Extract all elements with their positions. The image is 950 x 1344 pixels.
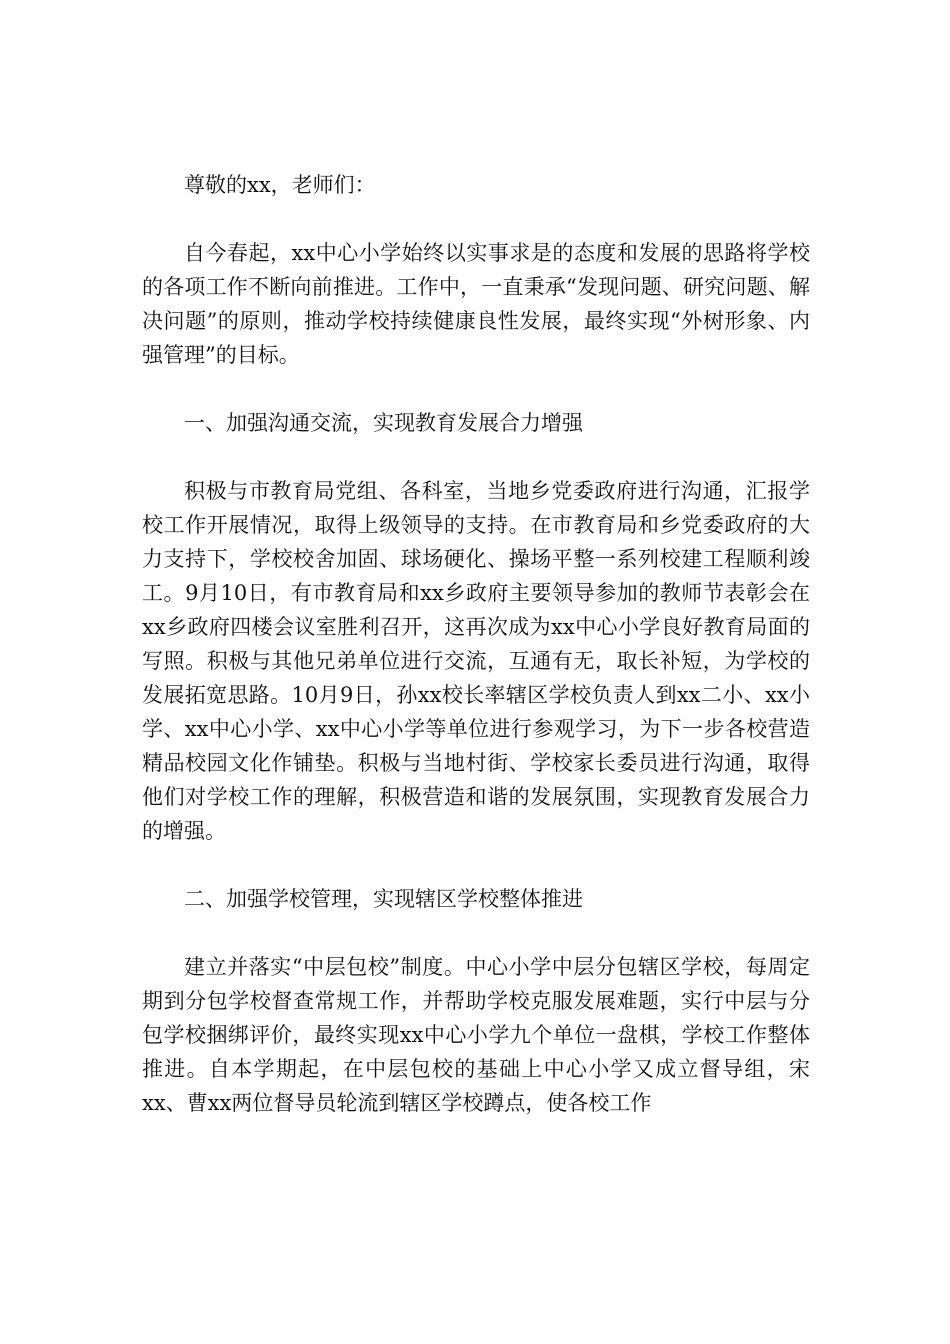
- greeting-line: 尊敬的xx，老师们：: [184, 173, 376, 197]
- section-2-heading: 二、加强学校管理，实现辖区学校整体推进: [184, 887, 583, 911]
- section-1-paragraph: 积极与市教育局党组、各科室，当地乡党委政府进行沟通，汇报学校工作开展情况，取得上级领导的支持。在市教育局和乡党委政府的大力支持下，学校校舍加固、球场硬化、操场平整一系列校建工程顺利竣工。9月10日，有市教育局和xx乡政府主要领导参加的教师节表彰会在xx乡政府四楼会议室胜利召开，这再次成为xx中心小学良好教育局面的写照。积极与其他兄弟单位进行交流，互通有无，取长补短，为学校的发展拓宽思路。10月9日，孙xx校长率辖区学校负责人到xx二小、xx小学、xx中心小学、xx中心小学等单位进行参观学习，为下一步各校营造精品校园文化作铺垫。积极与当地村街、学校家长委员进行沟通，取得他们对学校工作的理解，积极营造和谐的发展氛围，实现教育发展合力的增强。: [142, 479, 810, 843]
- section-1-heading: 一、加强沟通交流，实现教育发展合力增强: [184, 411, 583, 435]
- document-body: [142, 168, 810, 1120]
- intro-paragraph: 自今春起，xx中心小学始终以实事求是的态度和发展的思路将学校的各项工作不断向前推进。工作中，一直秉承“发现问题、研究问题、解决问题”的原则，推动学校持续健康良性发展，最终实现“外树形象、内强管理”的目标。: [142, 241, 810, 367]
- section-2-paragraph: 建立并落实“中层包校”制度。中心小学中层分包辖区学校，每周定期到分包学校督查常规工作，并帮助学校克服发展难题，实行中层与分包学校捆绑评价，最终实现xx中心小学九个单位一盘棋，学校工作整体推进。自本学期起，在中层包校的基础上中心小学又成立督导组，宋xx、曹xx两位督导员轮流到辖区学校蹲点，使各校工作: [142, 955, 810, 1115]
